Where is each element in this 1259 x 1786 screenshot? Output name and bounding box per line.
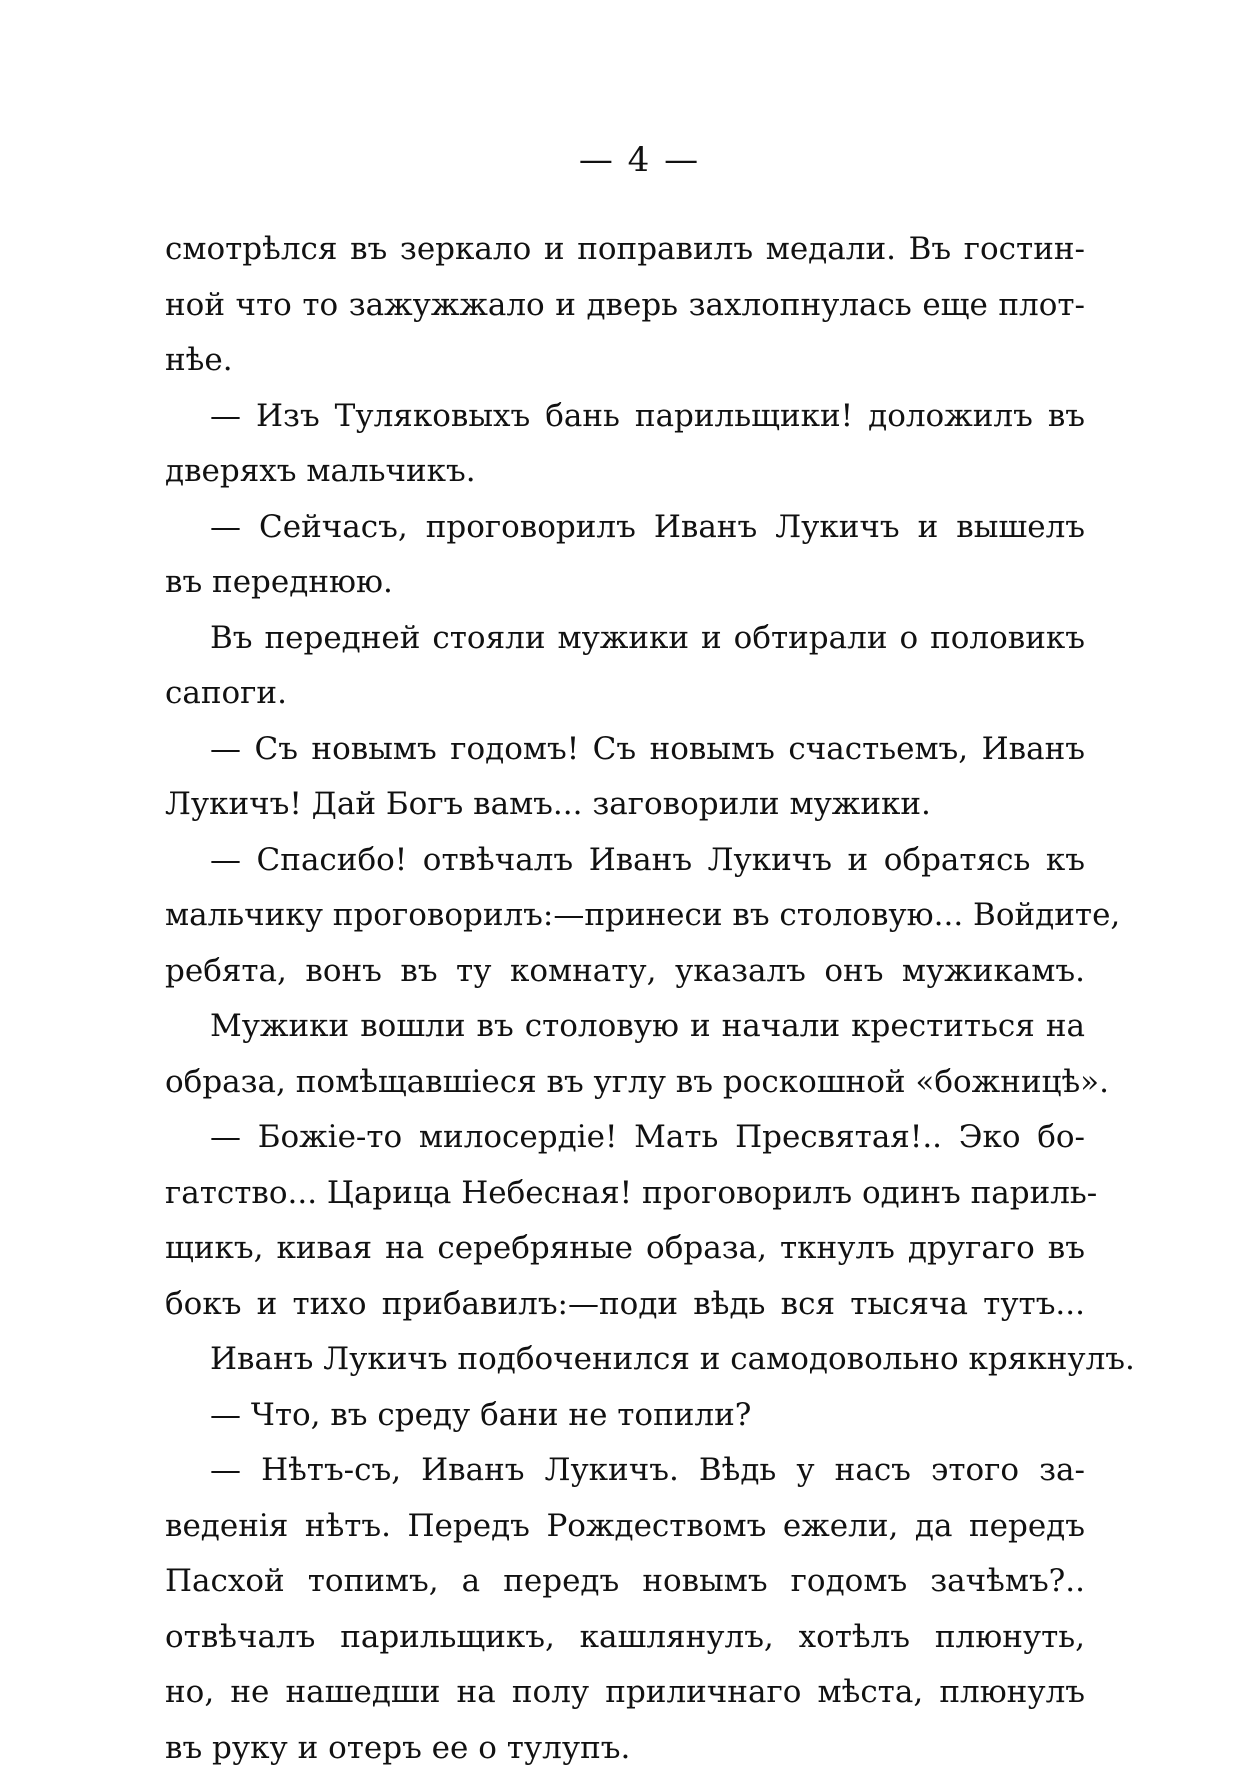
text-line: Лукичъ! Дай Богъ вамъ... заговорили мужики. (165, 786, 931, 822)
text-line: въ переднюю. (165, 564, 393, 600)
text-line: сапоги. (165, 675, 287, 711)
text-line: — Что, въ среду бани не топили? (210, 1396, 752, 1433)
text-line: — Сейчасъ, проговорилъ Иванъ Лукичъ и вышелъ (210, 508, 1085, 545)
text-line: дверяхъ мальчикъ. (165, 453, 476, 489)
text-line: веденія нѣтъ. Передъ Рождествомъ ежели, да передъ (165, 1507, 1085, 1544)
text-line: нѣе. (165, 342, 233, 378)
text-line: ребята, вонъ въ ту комнату, указалъ онъ мужикамъ. (165, 952, 1085, 989)
text-line: щикъ, кивая на серебряные образа, ткнулъ другаго въ (165, 1230, 1085, 1266)
text-line: ной что то зажужжало и дверь захлопнулась еще плот- (165, 286, 1085, 323)
text-line: смотрѣлся въ зеркало и поправилъ медали. Въ гостин- (165, 231, 1085, 267)
page-number: — 4 — (578, 140, 701, 180)
text-line: гатство... Царица Небесная! проговорилъ одинъ париль- (165, 1174, 1098, 1211)
text-line: — Божіе-то милосердіе! Мать Пресвятая!.. Эко бо- (210, 1119, 1085, 1155)
text-line: бокъ и тихо прибавилъ:—поди вѣдь вся тысяча тутъ... (165, 1285, 1085, 1322)
text-line: отвѣчалъ парильщикъ, кашлянулъ, хотѣлъ плюнуть, (165, 1618, 1085, 1655)
text-line: Въ передней стояли мужики и обтирали о половикъ (210, 619, 1085, 656)
text-line: въ руку и отеръ ее о тулупъ. (165, 1729, 631, 1766)
text-line: образа, помѣщавшіеся въ углу въ роскошной «божницѣ». (165, 1063, 1109, 1100)
text-line: Иванъ Лукичъ подбоченился и самодовольно крякнулъ. (210, 1341, 1135, 1377)
text-line: но, не нашедши на полу приличнаго мѣста, плюнулъ (165, 1674, 1085, 1710)
text-line: — Съ новымъ годомъ! Съ новымъ счастьемъ, Иванъ (210, 730, 1085, 767)
text-line: — Спасибо! отвѣчалъ Иванъ Лукичъ и обратясь къ (210, 841, 1085, 878)
body-text (165, 222, 1135, 1776)
text-line: — Нѣтъ-съ, Иванъ Лукичъ. Вѣдь у насъ этого за- (210, 1452, 1085, 1488)
text-line: Пасхой топимъ, а передъ новымъ годомъ зачѣмъ?.. (165, 1563, 1085, 1599)
text-line: Мужики вошли въ столовую и начали креститься на (210, 1008, 1085, 1044)
text-line: — Изъ Туляковыхъ бань парильщики! доложилъ въ (210, 397, 1085, 434)
text-line: мальчику проговорилъ:—принеси въ столовую... Войдите, (165, 897, 1121, 933)
